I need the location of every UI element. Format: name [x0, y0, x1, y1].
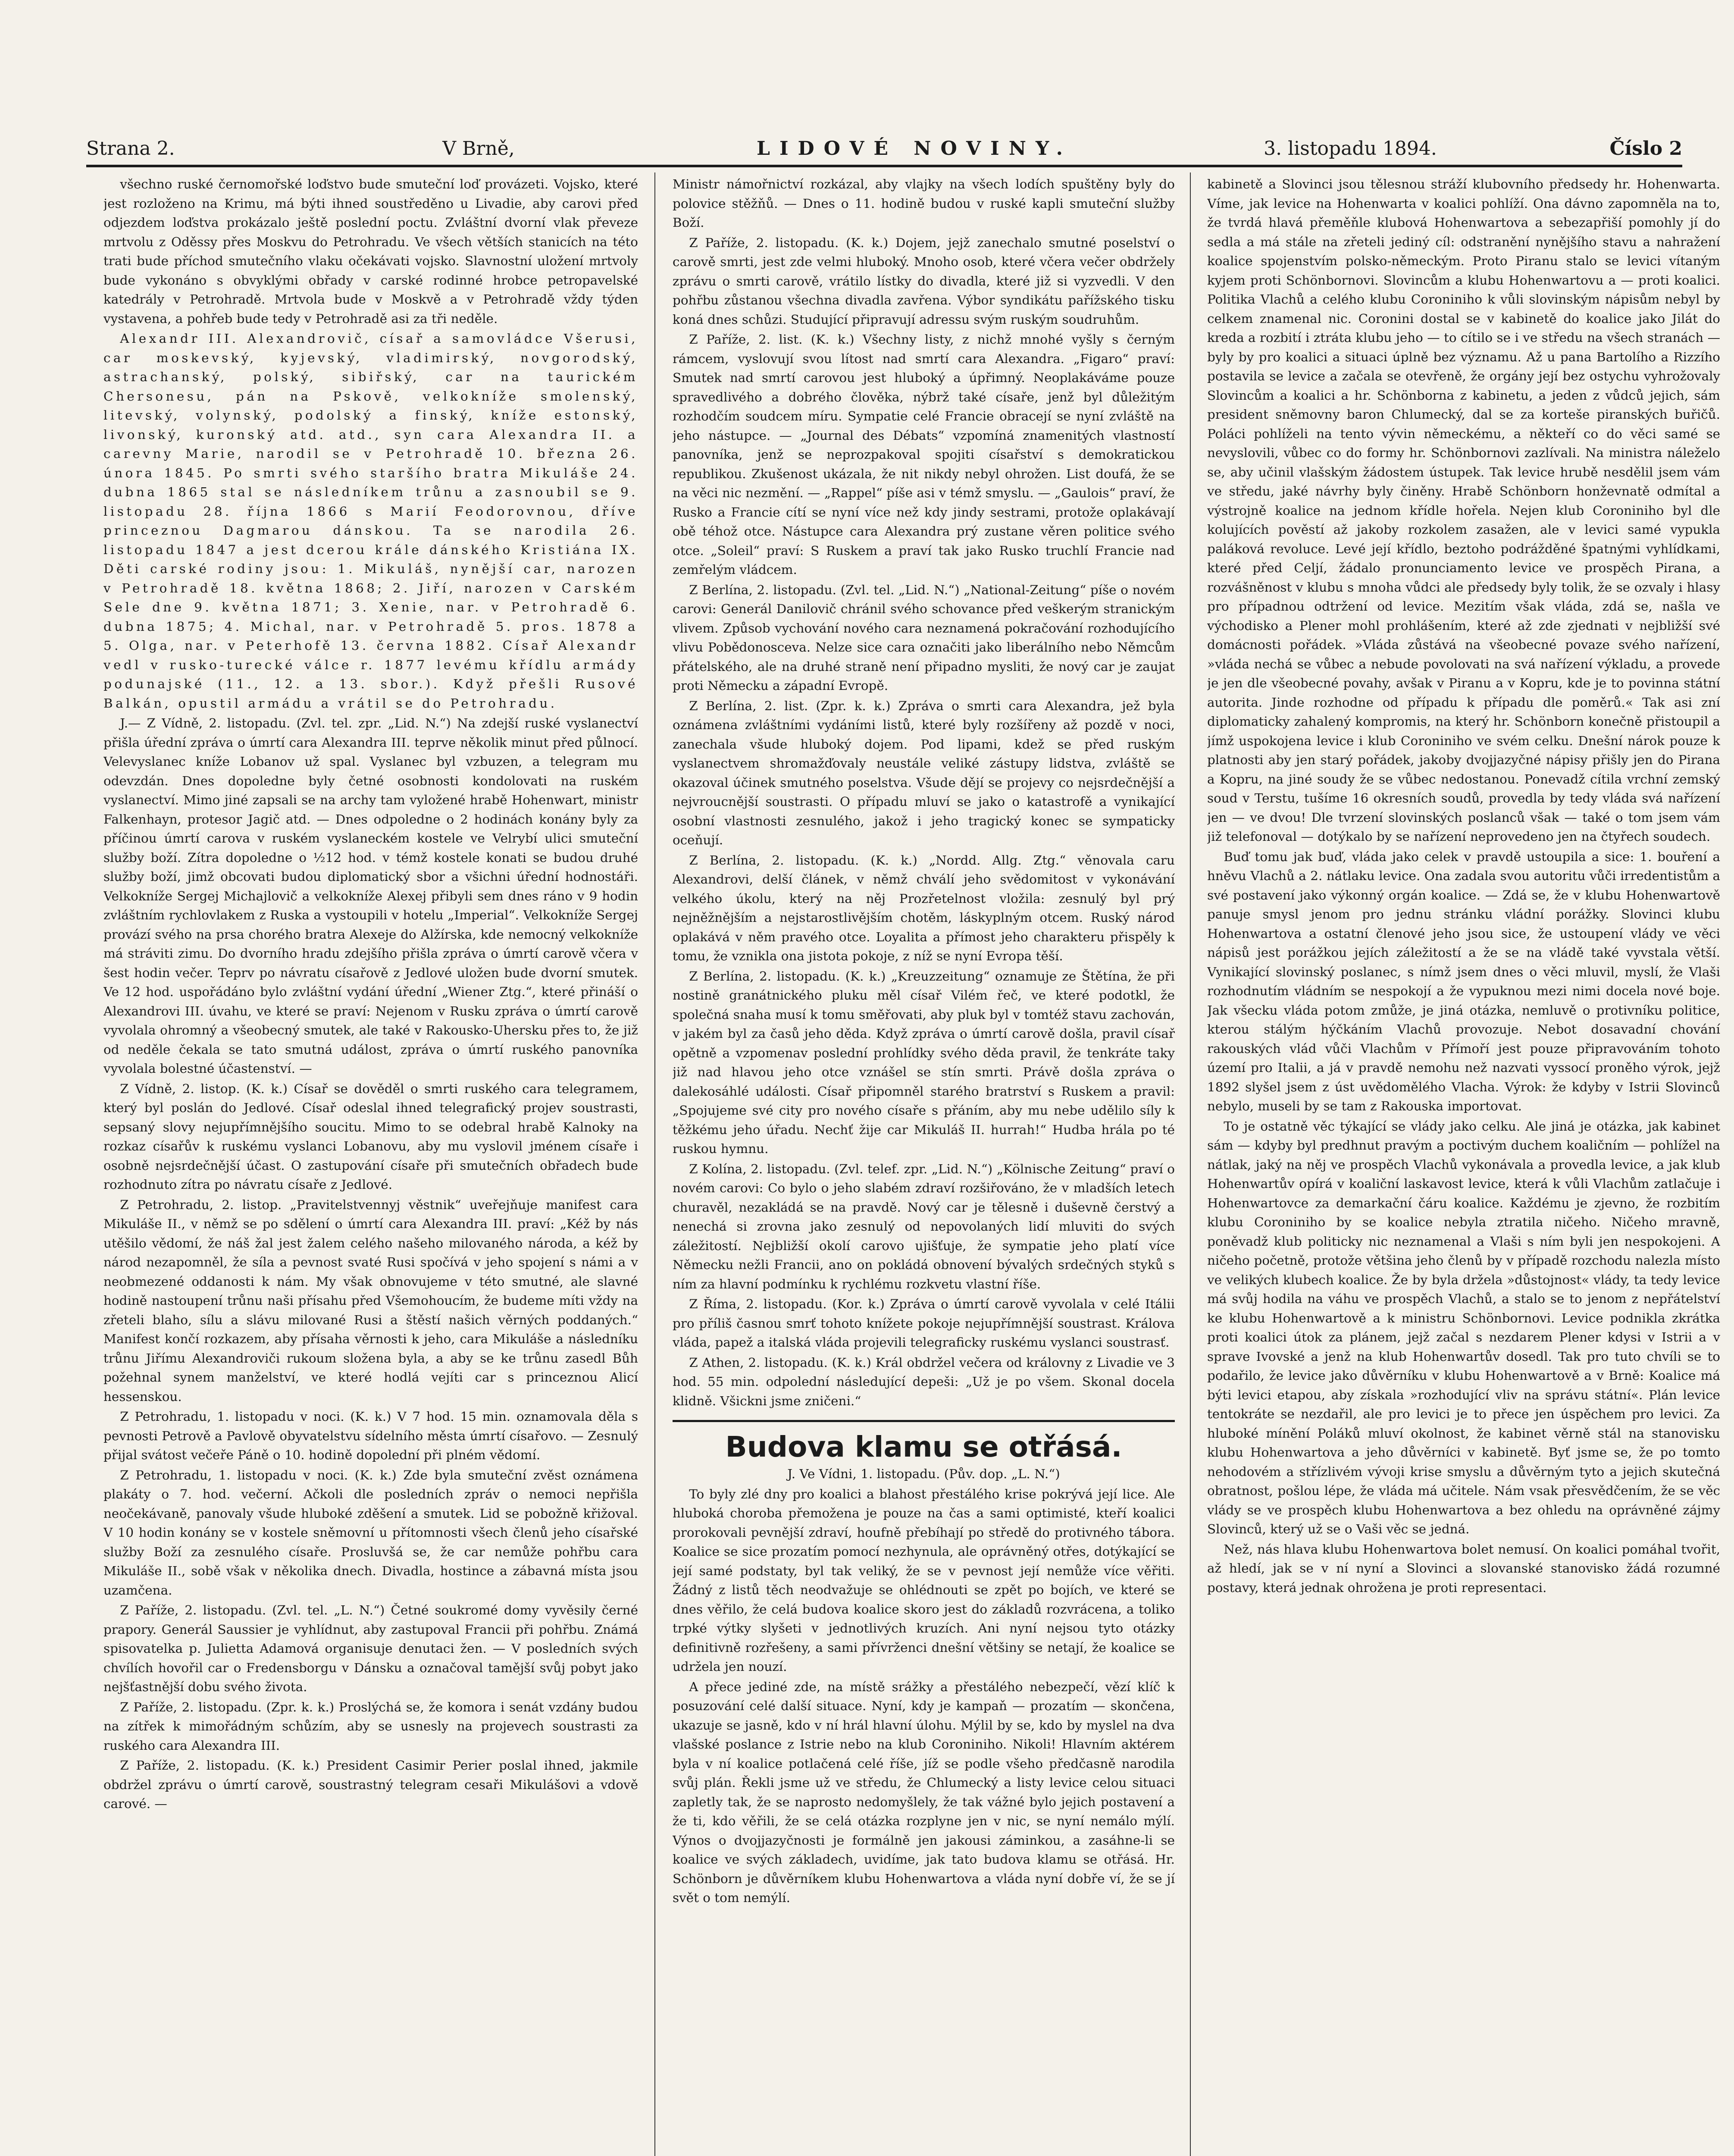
masthead — [86, 129, 1682, 160]
paragraph: Z Kolína, 2. listopadu. (Zvl. telef. zpr. „Lid. N.“) „Kölnische Zeitung“ praví o novém carovi: Co bylo o jeho slabém zdraví rozšiřováno, že v mladších letech churavěl, nezakládá se na pravdě. Nový car je tělesně i duševně čerstvý a nenechá si zrovna jako zesnulý od nepovolaných lidí mluviti do svých záležitostí. Nejbližší okolí carovo ujišťuje, že sympatie jeho platí více Německu nežli Francii, ano on pokládá obnovení bývalých srdečných styků s ním za hlavní podmínku k rychlému rozkvetu vlastní říše. — [673, 1161, 1175, 1291]
article-paragraph: Buď tomu jak buď, vláda jako celek v pravdě ustoupila a sice: 1. bouření a hněvu Vlachů a 2. nátlaku levice. Ona zadala svou autoritu vůči irredentistům a své postavení jako výkonný orgán koalice. — Zdá se, že v klubu Hohenwartově panuje smysl jenom pro jednu stránku vládní porážky. Slovinci klubu Hohenwartova a ostatní členové jeho jsou sice, že ustoupení vlády ve věci nápisů jest porážkou jejích záležitostí a že se na vládě také vyvstala větší. Vynikající slovinský poslanec, s nímž jsem dnes o věci mluvil, myslí, že Vlaši rozhodnutím vládním se nespokojí a že vypuknou mezi nimi docela nové boje. Jak všecku vláda potom zmůže, je jiná otázka, nemluvě o protivníku politice, kterou stálým hýčkáním Vlachů provozuje. Nebot dosavadní chování rakouských vlád vůči Vlachům v Přímoří jest pouze připravováním tohoto území pro Italii, a já v pravdě nemohu než nazvati vyssocí proněho výrok, jejž 1892 slyšel jsem z úst uvědomělého Vlacha. Výrok: že kdyby v Istrii Slovinců nebylo, museli by se tam z Rakouska importovat. — [1207, 849, 1720, 1113]
paragraph: Z Paříže, 2. listopadu. (Zvl. tel. „L. N.“) Četné soukromé domy vyvěsily černé prapory. Generál Saussier je vyhlídnut, aby zastupoval Francii při pohřbu. Známá spisovatelka p. Julietta Adamová organisuje denutaci žen. — V posledních svých chvílích hovořil car o Fredensborgu v Dánsku a označoval tamější svůj pobyt jako nejšťastnější dobu svého života. — [103, 1603, 638, 1694]
article-dateline: J. Ve Vídni, 1. listopadu. (Pův. dop. „L. N.“) — [787, 1467, 1060, 1481]
page-number: Strana 2. — [86, 138, 175, 160]
article-paragraph: Než, nás hlava klubu Hohenwartova bolet nemusí. On koalici pomáhal tvořit, až hledí, jak se v ní nyní a Slovinci a slovanské stanovisko žádá rozumné postavy, která jednak ohrožena je proti representaci. — [1207, 1542, 1720, 1595]
paragraph: Z Paříže, 2. listopadu. (Zpr. k. k.) Proslýchá se, že komora i senát vzdány budou na zítřek k mimořádným schůzím, aby se usnesly na projevech soustrasti za ruského cara Alexandra III. — [103, 1699, 638, 1753]
paragraph: Z Paříže, 2. list. (K. k.) Všechny listy, z nichž mnohé vyšly s černým rámcem, vyslovují svou lítost nad smrtí cara Alexandra. „Figaro“ praví: Smutek nad smrtí carovou jest hluboký a úpřimný. Neoplakáváme pouze spravedlivého a dobrého člověka, nýbrž také císaře, jenž byl důležitým rozhodčím soudcem míru. Sympatie celé Francie obracejí se nyní zvláště na jeho nástupce. — „Journal des Débats“ vzpomíná znamenitých vlastností panovníka, jenž se neprozpakoval spojiti císařství s demokratickou republikou. Zkušenost ukázala, že nit nikdy nebyl ohrožen. List doufá, že se na věci nic nezmění. — „Rappel“ píše asi v témž smyslu. — „Gaulois“ praví, že Rusko a Francie cítí se nyní více než kdy jindy sestrami, protože oplakávají obě téhož otce. Nástupce cara Alexandra prý zustane věren politice svého otce. „Soleil“ praví: S Ruskem a praví tak jako Rusko truchlí Francie nad zemřelým vládcem. — [673, 332, 1175, 577]
column-divider-1 — [654, 172, 655, 2156]
issue-date: 3. listopadu 1894. — [1264, 138, 1437, 160]
column-3 — [1207, 175, 1720, 2156]
paragraph: Z Petrohradu, 2. listop. „Pravitelstvennyj věstnik“ uveřejňuje manifest cara Mikuláše II., v němž se po sdělení o úmrtí cara Alexandra III. praví: „Kéž by nás utěšilo vědomí, že náš žal jest žalem celého našeho milovaného národa, a kéž by národ nezapomněl, že síla a pevnost svaté Rusi spočívá v jeho spojení s námi a v neobmezené oddanosti k nám. My však obnovujeme v této smutné, ale slavné hodině nastoupení trůnu naši přísahu před Všemohoucím, že budeme míti vždy na zřeteli blaho, sílu a slávu milované Rusi a štěstí našich věrných poddaných.“ Manifest končí rozkazem, aby přísaha věrnosti k jeho, cara Mikuláše a následníku trůnu Jiřímu Alexandroviči rukoum složena byla, a aby se ke trůnu zasedl Bůh požehnal synem manželství, ve které hodlá vejíti car s princeznou Alicí hessenskou. — [103, 1197, 638, 1404]
article-headline: Budova klamu se otřásá. — [673, 1420, 1175, 1464]
newspaper-title: LIDOVÉ NOVINY. — [757, 138, 1072, 160]
paragraph: Z Berlína, 2. listopadu. (Zvl. tel. „Lid. N.“) „National-Zeitung“ píše o novém carovi: Generál Danilovič chránil svého schovance před veškerým stranickým vlivem. Způsob vychování nového cara neznamená pokračování rozhodujícího vlivu Pobědonosceva. Nelze sice cara označiti jako liberálního nebo Němcům přátelského, ale na druhé straně není připadno mysliti, že nový car je zaujat proti Německu a západní Evropě. — [673, 582, 1175, 693]
article-paragraph: kabinetě a Slovinci jsou tělesnou stráží klubovního předsedy hr. Hohenwarta. Víme, jak levice na Hohenwarta v koalici pohlíží. Ona dávno zapomněla na to, že tvrdá hlavá přeměňle klubová Hohenwartova a sebezapřiší pomohly jí do sedla a má stále na zřeteli jediný cíl: odstranění nynějšího stavu a nahražení koalice spojenstvím polsko-německým. Proto Piranu stalo se levici vítaným kyjem proti Schönbornovi. Slovincům a klubu Hohenwartovu a — proti koalici. Politika Vlachů a celého klubu Coroniniho k vůli slovinským nápisům nebyl by celkem znamenal nic. Coronini dostal se v kabinetě do koalice jako Jilát do kreda a rozbití i ztráta klubu jeho — to cítilo se i ve středu na všech stranách — byly by pro koalici a situaci úplně bez významu. Až u pana Bartolího a Rizzího postavila se levice a začala se otevřeně, že orgány její bez ostychu vyhrožovaly Slovincům a koalici a hr. Schönborna z kabinetu, a jeden z vůdců jejich, sám president sněmovny baron Chlumecký, dal se za korteše piranských buřičů. Poláci pohlíželi na tento vývin německému, a někteří co do věci samé se nevyslovili, vůbec co do formy hr. Schönbornovi zazlívali. Na ministra náleželo se, aby učinil vlašským žádostem ústupek. Tak levice hrubě nesdělil jsem vám ve středu, jaké návrhy byly činěny. Hrabě Schönborn honževnatě odmítal a výstrojně koalice na jednom křídle hořela. Nejen klub Coroniniho byl dle kolujících pověstí až jakoby rozkolem zasažen, ale v levici samé vypukla paláková revoluce. Levé její křídlo, beztoho podrážděné špatnými vyhlídkami, které před Celjí, žádalo pronunciamento levice ve prospěch Pirana, a rozvášněnost v klubu s mnoha vůdci ale předsedy byly tolik, že se ozvaly i hlasy pro případnou odtržení od levice. Mezitím však vláda, zdá se, našla ve východisko a Plener mohl prohlášením, které až zde zjednati v nejbližší své domácnosti pořádek. »Vláda zůstává na všeobecné povaze svého nařízení, »vláda nechá se vůbec a nebude povolovati na svá nařízení výkladu, a provede je jen dle všeobecné povahy, avšak v Piranu a v Kopru, kde je to povinna státní autorita. Jinde rozhodne od případu k případu dle poměrů.« Tak asi zní diplomaticky zahalený kompromis, na který hr. Schönborn konečně přistoupil a jímž uspokojena levice i klub Coroniniho ve svém celku. Dnešní nárok pouze k platnosti aby jen starý pořádek, jakoby dvojjazyčné nápisy přišly jen do Pirana a Kopru, na jiné soudy že se vůbec nedostanou. Ponevadž cítila vrchní zemský soud v Terstu, tušíme 16 okresních soudů, provedla by tedy vláda svá nařízení jen — ve dvou! Dle tvrzení slovinských poslanců však — také o tom jsem vám již telefonoval — dotýkalo by se nařízení neprovedeno jen na čtyřech soudech. — [1207, 177, 1720, 844]
paragraph: Z Berlína, 2. list. (Zpr. k. k.) Zpráva o smrti cara Alexandra, jež byla oznámena zvláštními vydáními listů, které byly rozšířeny až pozdě v noci, zanechala všude hluboký dojem. Pod lipami, kdež se před ruským vyslanectvem shromažďovaly neustále veliké zástupy lidstva, zvláště se okazoval účinek smutného poselstva. Všude dějí se projevy co nejsrdečnější a nejvroucnější soustrasti. O případu mluví se jako o katastrofě a vynikající osobní vlastnosti zesnulého, jakož i jeho tragický konec se sympaticky oceňují. — [673, 698, 1175, 847]
column-2 — [673, 175, 1175, 2156]
issue-number: Číslo 2 — [1609, 138, 1682, 160]
column-1 — [103, 175, 638, 2156]
paragraph: Z Paříže, 2. listopadu. (K. k.) President Casimir Perier poslal ihned, jakmile obdržel zprávu o úmrtí carově, soustrastný telegram cesaři Mikulášovi a vdově carové. — — [103, 1758, 638, 1811]
paragraph: Alexandr III. Alexandrovič, císař a samovládce Všerusi, car moskevský, kyjevský, vladimirský, novgorodský, astrachanský, polský, sibiřský, car na taurickém Chersonesu, pán na Pskově, velkokníže smolenský, litevský, volynský, podolský a finský, kníže estonský, livonský, kuronský atd. atd., syn cara Alexandra II. a carevny Marie, narodil se v Petrohradě 10. března 26. února 1845. Po smrti svého staršího bratra Mikuláše 24. dubna 1865 stal se následníkem trůnu a zasnoubil se 9. listopadu 28. října 1866 s Marií Feodorovnou, dříve princeznou Dagmarou dánskou. Ta se narodila 26. listopadu 1847 a jest dcerou krále dánského Kristiána IX. Děti carské rodiny jsou: 1. Mikuláš, nynější car, narozen v Petrohradě 18. května 1868; 2. Jiří, narozen v Carském Sele dne 9. května 1871; 3. Xenie, nar. v Petrohradě 6. dubna 1875; 4. Michal, nar. v Petrohradě 5. pros. 1878 a 5. Olga, nar. v Peterhofě 13. června 1882. Císař Alexandr vedl v rusko-turecké válce r. 1877 levému křídlu armády podunajské (11., 12. a 13. sbor.). Když přešli Rusové Balkán, opustil armádu a vrátil se do Petrohradu. — [103, 331, 638, 711]
paragraph: Z Říma, 2. listopadu. (Kor. k.) Zpráva o úmrtí carově vyvolala v celé Itálii pro příliš časnou smrť tohoto knížete pokoje nejupřímnější soustrast. Králova vláda, papež a italská vláda projevili telegraficky ruskému vyslanci soustrasť. — [673, 1297, 1175, 1350]
paragraph: všechno ruské černomořské loďstvo bude smuteční loď provázeti. Vojsko, které jest rozloženo na Krimu, má býti ihned soustředěno u Livadie, aby carovi před odjezdem loďstva prokázalo ještě poslední poctu. Zvláštní dvorní vlak převeze mrtvolu z Oděssy přes Moskvu do Petrohradu. Ve všech větších stanicích na této trati bude příchod smutečního vlaku očekávati vojsko. Slavnostní uložení mrtvoly bude vykonáno s obvyklými obřady v carské rodinné hrobce petropavelské katedrály v Petrohradě. Mrtvola bude v Moskvě a v Petrohradě vždy týden vystavena, a pohřeb bude tedy v Petrohradě asi za tři neděle. — [103, 177, 638, 326]
paragraph: Z Petrohradu, 1. listopadu v noci. (K. k.) Zde byla smuteční zvěst oznámena plakáty o 7. hod. večerní. Ačkoli dle posledních zpráv o nemoci nepřišla neočekávaně, panovaly všude hluboké zděšení a smutek. Lid se pobožně křižoval. V 10 hodin konány se v kostele sněmovní u přítomnosti všech členů jeho císařské služby Boží za zesnulého císaře. Prosluvšá se, že car nemůže pohřbu cara Mikuláše II., sobě však v několika dnech. Divadla, hostince a zábavná místa jsou uzamčena. — [103, 1467, 638, 1598]
paragraph: Z Berlína, 2. listopadu. (K. k.) „Nordd. Allg. Ztg.“ věnovala caru Alexandrovi, delší článek, v němž chválí jeho svědomitost v vykonávání velkého úkolu, který na něj Prozřetelnost vložila: zesnulý byl prý nejněžnějším a nejstarostlivějším chotěm, láskyplným otcem. Ruský národ oplakává v něm pravého otce. Loyalita a přímost jeho charakteru přispěly k tomu, že vznikla ona jistota pokoje, z níž se nyní Evropa těší. — [673, 852, 1175, 963]
place-line: V Brně, — [442, 138, 515, 160]
article-paragraph: A přece jediné zde, na místě srážky a přestálého nebezpečí, vězí klíč k posuzování celé další situace. Nyní, kdy je kampaň — prozatím — skončena, ukazuje se jasně, kdo v ní hrál hlavní úlohu. Mýlil by se, kdo by myslel na dva vlašské poslance z Istrie nebo na klub Coroniniho. Nikoli! Hlavním aktérem byla v ní koalice potlačená celé říše, jíž se podle všeho předčasně narodila svůj plán. Řekli jsme už ve středu, že Chlumecký a listy levice celou situaci zapletly tak, že se naprosto nedomyšlely, že tak vážné bylo jejich postavení a že ti, kdo věřili, že se celá otázka rozplyne jen v nic, se nyní nemálo mýlí. Výnos o dvojjazyčnosti je formálně jen jakousi záminkou, a zasáhne-li se koalice ve svých základech, uvidíme, jak tato budova klamu se otřásá. Hr. Schönborn je důvěrníkem klubu Hohenwartova a vláda nyní dobře ví, že se jí svět o tom nemýlí. — [673, 1679, 1175, 1905]
paragraph: Z Berlína, 2. listopadu. (K. k.) „Kreuzzeitung“ oznamuje ze Štětína, že při nostině granátnického pluku měl císař Vilém řeč, ve které podotkl, že společná snaha musí k tomu směřovati, aby pluk byl v tomtéž stavu zachován, v jakém byl za časů jeho děda. Když zpráva o úmrtí carově došla, pravil císař opětně a vzpomenav poslední prohlídky svého děda pravil, že tenkráte taky již nad hlavou jeho otce vznášel se stín smrti. Právě došla zpráva o dalekosáhlé události. Císař připomněl starého bratrství s Ruskem a pravil: „Spojujeme své city pro nového císaře s přáním, aby mu nebe udělilo síly k těžkému jeho úřadu. Nechť žije car Mikuláš II. hurrah!“ Hudba hrála po té ruskou hymnu. — [673, 968, 1175, 1156]
paragraph: Z Vídně, 2. listop. (K. k.) Císař se dověděl o smrti ruského cara telegramem, který byl poslán do Jedlové. Císař odeslal ihned telegrafický projev soustrasti, sepsaný slovy nejupřímnějšího soucitu. Mimo to se odebral hrabě Kalnoky na rozkaz císařův k ruskému vyslanci Lobanovu, aby mu vyslovil jménem císaře i osobně nejsrdečnější účast. O zastupování císaře při smutečních obřadech bude rozhodnuto zítra po návratu císaře z Jedlové. — [103, 1081, 638, 1192]
paragraph: J.— Z Vídně, 2. listopadu. (Zvl. tel. zpr. „Lid. N.“) Na zdejší ruské vyslanectví přišla úřední zpráva o úmrtí cara Alexandra III. teprve několik minut před půlnocí. Velevyslanec kníže Lobanov už spal. Vyslanec byl vzbuzen, a telegram mu odevzdán. Dnes dopoledne byly četné osobnosti kondolovati na ruském vyslanectví. Mimo jiné zapsali se na archy tam vyložené hrabě Hohenwart, ministr Falkenhayn, protesor Jagič atd. — Dnes odpoledne o 2 hodinách konány byly za příčinou úmrtí carova v ruském vyslaneckém kostele ve Velrybí ulici smuteční služby boží. Zítra dopoledne o ½12 hod. v témž kostele konati se budou druhé služby boží, jimž obcovati budou diplomatický sbor a všichni úřední hodnostáři. Velkokníže Sergej Michajlovič a velkokníže Alexej přibyli sem dnes ráno v 9 hodin zvláštním rychlovlakem z Ruska a vystoupili v hotelu „Imperial“. Velkokníže Sergej provází svého na prsa chorého bratra Alexeje do Alžírska, kde nemocný velkokníže má stráviti zimu. Do dvorního hradu zdejšího přišla zpráva o úmrtí carově včera v šest hodin večer. Teprv po návratu císařově z Jedlové uložen bude dvorní smutek. Ve 12 hod. uspořádáno bylo zvláštní vydání úřední „Wiener Ztg.“, které přináší o Alexandrovi III. úvahu, ve které se praví: Nejenom v Rusku zpráva o úmrtí carově vyvolala ohromný a všeobecný smutek, ale také v Rakousko-Uhersku přes to, že již od neděle čekala se tato smutná událost, zpráva o úmrtí ruského panovníka vyvolala bolestné účastenství. — — [103, 716, 638, 1076]
paragraph: Z Paříže, 2. listopadu. (K. k.) Dojem, jejž zanechalo smutné poselství o carově smrti, jest zde velmi hluboký. Mnoho osob, které včera večer obdržely zprávu o smrti carově, vrátilo lístky do divadla, které již si vyzvedli. V den pohřbu zůstanou všechna divadla zavřena. Výbor syndikátu pařížského tisku koná dnes schůzi. Studující připravují adressu svým ruským soudruhům. — [673, 235, 1175, 327]
article-paragraph: To je ostatně věc týkající se vlády jako celku. Ale jiná je otázka, jak kabinet sám — kdyby byl predhnut pravým a poctivým duchem koaličním — pohlížel na nátlak, jaký na něj ve prospěch Vlachů vykonávala a provedla levice, a jak klub Hohenwartův opírá v koaliční laskavost levice, která k vůli Vlachům zatlačuje i Hohenwartovce za demarkační čáru koalice. Každému je zjevno, že rozbitím klubu Coroniniho by se koalice nebyla ztratila ničeho. Ničeho mravně, poněvadž klub politicky nic neznamenal a Vlaši s ním byli jen nespokojeni. A ničeho početně, protože většina jeho členů by v případě rozchodu nalezla místo ve velikých klubech koalice. Že by byla držela »důstojnost« vlády, ta tedy levice má svůj hodila na váhu ve prospěch Vlachů, a stalo se to jenom z nepřátelství ke klubu Hohenwartově a k ministru Schönbornovi. Levice podnikla zkrátka proti koalici útok za plánem, jejž začal s nezdarem Plener kdysi v Istrii a v sprave Ivovské a jenž na klub Hohenwartův dosedl. Tak pro tuto chvíli se to podařilo, že levice jako důvěrníku v klubu Hohenwartově a v Brně: Koalice má býti levici etapou, aby získala »rozhodující vliv na správu státní«. Plán levice tentokráte se nezdařil, ale pro levici je to přece jen úspěchem pro levici. Za hluboké mínění Poláků mluví okolnost, že kabinet věrně stál na stanovisku klubu Hohenwartova a jeho důvěrníci v kabinetě. Byť jsme se, že po tomto nehodovém a střízlivém vývoji krise smyslu a důvěrným tyto a jejich skutečná obratnost, pošlou lépe, že vláda má učitele. Nám vsak přesvědčením, že se věc vlády se ve prospěch klubu Hohenwartova a bez ohledu na oprávněné zájmy Slovinců, který už se o Vaši věc se jedná. — [1207, 1119, 1720, 1536]
paragraph: Z Athen, 2. listopadu. (K. k.) Král obdržel večera od královny z Livadie ve 3 hod. 55 min. odpolední následující depeši: „Už je po všem. Skonal docela klidně. Všickni jsme zničeni.“ — [673, 1355, 1175, 1408]
article-paragraph: To byly zlé dny pro koalici a blahost přestálého krise pokrývá její lice. Ale hluboká choroba přemožena je pouze na čas a sami optimisté, kteří koalici prorokovali pevnější zdraví, houfně přebíhají po středě do protivného tábora. Koalice se sice prozatím pomocí nezhynula, ale oprávněný otřes, dotýkající se její samé podstaty, byl tak veliký, že se v pevnost její nemůže více věřiti. Žádný z listů těch neodvažuje se ohlédnouti se zpět po bojích, ve které se dnes věřilo, že celá budova koalice skoro jest do základů rozvrácena, a toliko trpké výtky slyšeti v jednotlivých kruzích. Ani nyní nejsou tyto otázky definitivně rozřešeny, a sami přívrženci dnešní většiny se netají, že koalice se udržela jen nouzí. — [673, 1486, 1175, 1674]
paragraph: Ministr námořnictví rozkázal, aby vlajky na všech lodích spuštěny byly do polovice stěžňů. — Dnes o 11. hodině budou v ruské kapli smuteční služby Boží. — [673, 177, 1175, 230]
column-divider-2 — [1190, 172, 1191, 2156]
masthead-rule — [86, 165, 1682, 167]
paragraph: Z Petrohradu, 1. listopadu v noci. (K. k.) V 7 hod. 15 min. oznamovala děla s pevnosti Petrově a Pavlově obyvatelstvu sídelního města úmrtí císařovo. — Zesnulý přijal svátost večeře Páně o 10. hodině dopolední při plném vědomí. — [103, 1409, 638, 1462]
